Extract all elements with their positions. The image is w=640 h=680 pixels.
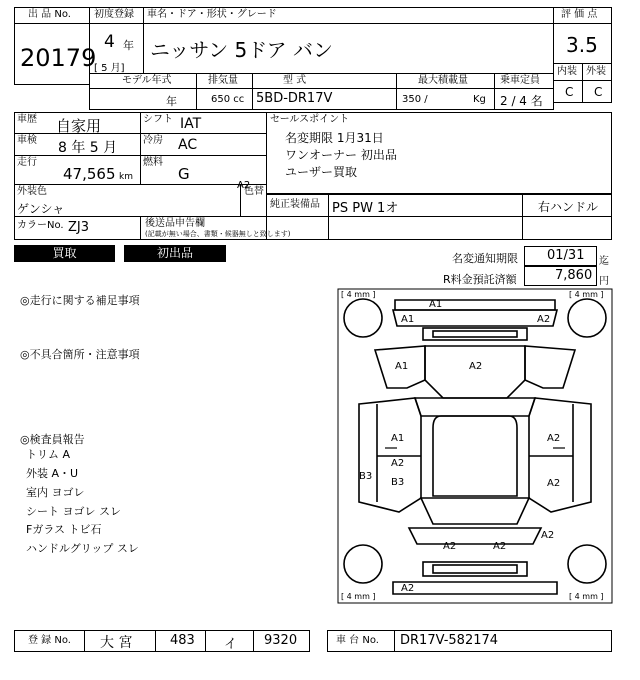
color-number-value: ZJ3 — [68, 220, 90, 235]
recycle-value: 7,860 — [555, 268, 593, 283]
windshield — [415, 398, 535, 416]
steering-value: 右ハンドル — [538, 200, 599, 214]
max-load-label: 最大積載量 — [418, 75, 468, 86]
lot-number: 20179 — [20, 44, 97, 72]
inspector-line: 外装 A・U — [26, 467, 79, 480]
year-unit: 年 — [123, 39, 134, 52]
documents-label: 後送品申告欄 — [145, 218, 205, 229]
exterior-color-label: 外装色 — [17, 186, 47, 197]
max-load-value: 350 / — [402, 94, 428, 105]
documents-note: (記載が無い場合、書類・候器無しと致します) — [145, 230, 291, 238]
cooler-label: 冷房 — [143, 135, 163, 146]
body-right — [529, 398, 591, 512]
model-year-label: モデル年式 — [122, 75, 172, 86]
inspector-line: トリム A — [26, 448, 71, 461]
front-grille-slot — [423, 328, 527, 340]
interior-label: 内装 — [557, 66, 577, 77]
type-label: 型 式 — [283, 75, 307, 86]
sales-point-line: ワンオーナー 初出品 — [285, 148, 397, 162]
damage-mark: A2 — [537, 314, 551, 325]
registration-number: 9320 — [264, 633, 298, 648]
displacement-value: 650 cc — [211, 94, 245, 105]
max-load-unit: Kg — [473, 94, 486, 105]
damage-mark: A2 — [493, 541, 507, 552]
damage-mark: A2 — [547, 433, 561, 444]
tire-rear-right — [568, 545, 606, 583]
deadline-value: 01/31 — [547, 248, 585, 263]
model-year-unit: 年 — [166, 95, 177, 108]
damage-mark: A2 — [469, 361, 483, 372]
hood — [425, 346, 525, 398]
score-value: 3.5 — [566, 33, 598, 57]
damage-mark: A1 — [395, 361, 409, 372]
inspection-label: 車検 — [17, 135, 37, 146]
chassis-label: 車 台 No. — [336, 635, 379, 646]
displacement-label: 排気量 — [208, 75, 238, 86]
damage-mark: A2 — [547, 478, 561, 489]
registration-area: 大 宮 — [100, 635, 133, 651]
equipment-label: 純正装備品 — [270, 199, 320, 210]
tire-label: [ 4 mm ] — [341, 290, 376, 299]
exterior-label: 外装 — [586, 66, 606, 77]
tire-label: [ 4 mm ] — [569, 290, 604, 299]
deadline-label: 名変通知期限 — [452, 252, 518, 265]
color-change-label: 色替 — [244, 186, 264, 197]
damage-mark: A2 — [391, 458, 405, 469]
rear-plate — [423, 562, 527, 576]
front-grille — [393, 310, 557, 326]
car-name-label: 車名・ドア・形状・グレード — [147, 9, 277, 20]
tag-buyback: 買取 — [14, 245, 115, 262]
capacity-value: 2 / 4 名 — [500, 94, 543, 108]
driving-notes-title: ◎走行に関する補足事項 — [20, 294, 140, 307]
rear-window — [421, 498, 529, 524]
recycle-unit: 円 — [599, 276, 609, 287]
inspector-line: 室内 ヨゴレ — [26, 486, 85, 499]
history-value: 自家用 — [56, 117, 102, 135]
equipment-value: PS PW 1オ — [332, 201, 399, 216]
inspector-title: ◎検査員報告 — [20, 433, 85, 446]
damage-mark: A1 — [401, 314, 415, 325]
registration-class: 483 — [170, 633, 195, 648]
exterior-grade: C — [594, 85, 603, 99]
damage-mark: B3 — [359, 471, 373, 482]
registration-kana: イ — [224, 637, 238, 652]
tire-label: [ 4 mm ] — [569, 592, 604, 601]
roof — [433, 416, 517, 496]
defects-title: ◎不具合箇所・注意事項 — [20, 348, 140, 361]
lot-number-label: 出 品 No. — [28, 9, 71, 20]
inspector-line: Fガラス トビ石 — [26, 523, 102, 536]
history-label: 車歴 — [17, 114, 37, 125]
type-code: 5BD-DR17V — [256, 91, 333, 106]
body-left — [359, 398, 421, 512]
mileage-unit: km — [119, 172, 133, 182]
shift-value: IAT — [180, 116, 202, 132]
tire-front-left — [344, 299, 382, 337]
sales-points-title: セールスポイント — [270, 114, 350, 125]
chassis-value: DR17V-582174 — [400, 633, 499, 648]
cooler-value: AC — [178, 137, 198, 153]
mileage-label: 走行 — [17, 157, 37, 168]
rear-gate — [409, 528, 541, 544]
first-registration-month: [ 5 月] — [94, 63, 125, 74]
rear-bumper — [393, 582, 557, 594]
score-label: 評 価 点 — [561, 9, 598, 20]
capacity-label: 乗車定員 — [500, 75, 540, 86]
exterior-color-value: ゲンシャ — [17, 202, 65, 216]
tire-rear-left — [344, 545, 382, 583]
mileage-value: 47,565 — [63, 165, 116, 183]
inspector-line: ハンドルグリップ スレ — [26, 542, 139, 555]
interior-grade: C — [565, 85, 574, 99]
first-registration-label: 初度登録 — [94, 9, 134, 20]
damage-mark: A2 — [541, 530, 555, 541]
deadline-suffix: 迄 — [599, 256, 609, 267]
damage-mark: A2 — [401, 583, 415, 594]
shift-label: シフト — [143, 114, 173, 125]
color-number-label: カラーNo. — [17, 220, 64, 231]
tire-label: [ 4 mm ] — [341, 592, 376, 601]
car-name: ニッサン 5ドア バン — [150, 38, 334, 62]
recycle-label: R料金預託済額 — [443, 273, 517, 286]
damage-mark: A2 — [443, 541, 457, 552]
tire-front-right — [568, 299, 606, 337]
tag-first-listing: 初出品 — [124, 245, 226, 262]
first-registration-year: 4 — [104, 32, 115, 52]
damage-mark: A1 — [391, 433, 405, 444]
inspector-line: シート ヨゴレ スレ — [26, 505, 121, 518]
damage-mark: B3 — [391, 477, 405, 488]
inspection-value: 8 年 5 月 — [58, 140, 118, 156]
damage-mark: A2 — [237, 180, 251, 191]
fuel-label: 燃料 — [143, 157, 163, 168]
sales-point-line: 名変期限 1月31日 — [285, 131, 384, 145]
sales-point-line: ユーザー買取 — [285, 165, 358, 179]
registration-label: 登 録 No. — [28, 635, 71, 646]
damage-mark: A1 — [429, 299, 443, 310]
fuel-value: G — [178, 165, 190, 183]
front-bumper — [395, 300, 555, 310]
